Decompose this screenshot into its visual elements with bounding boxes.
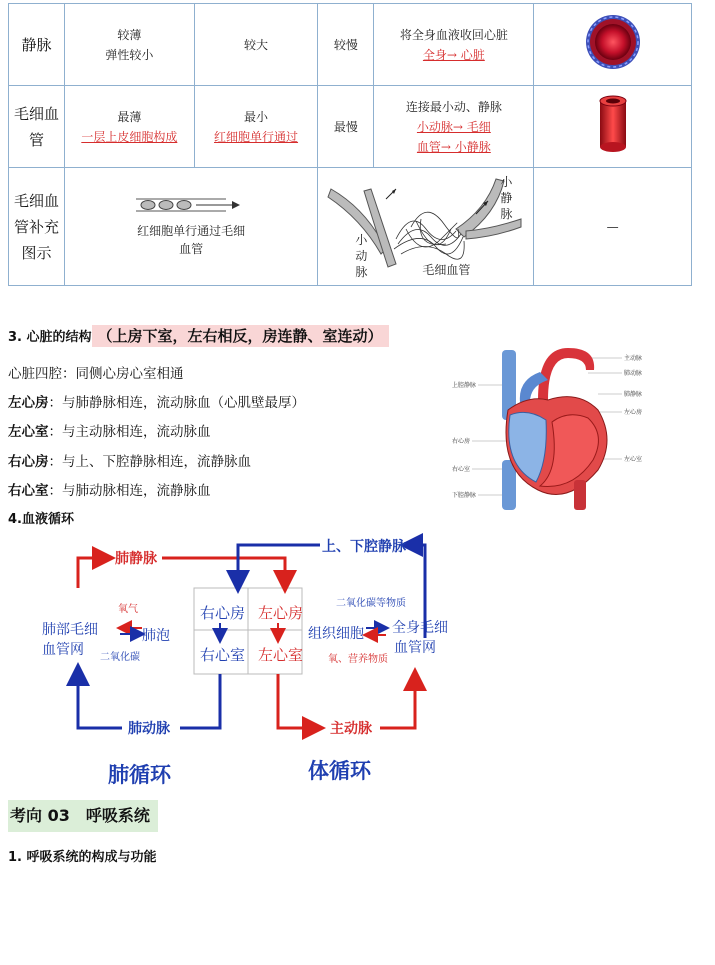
heart-line-bold: 左心室: [8, 424, 49, 440]
left-atrium: 左心房: [258, 604, 304, 622]
vessel-table: [8, 3, 692, 286]
heart-line-text: ：与上、下腔静脉相连，流静脉血: [48, 454, 251, 470]
table-row-diagram: [9, 168, 692, 286]
wall-line: 最薄: [117, 109, 142, 124]
speed-cell: 较慢: [318, 4, 374, 86]
respiratory-subtitle: 1. 呼吸系统的构成与功能: [8, 850, 157, 865]
heart-line-bold: 左心房: [8, 395, 49, 411]
venule-label: 小静脉: [500, 175, 513, 221]
arteriole-label: 小动脉: [355, 233, 368, 279]
vein-cross-section-image: [583, 12, 643, 72]
table-row-vein: [9, 4, 692, 86]
label-pulmonary-artery: 肺动脉: [624, 370, 643, 377]
oxygen-label: 氧气: [118, 604, 138, 615]
body-capillary-line1: 全身毛细: [392, 620, 448, 636]
heart-line-text: ：与主动脉相连，流动脉血: [48, 424, 211, 440]
wall-cell: [64, 86, 194, 168]
heart-line-text: ：与肺动脉相连，流静脉血: [48, 483, 211, 499]
wall-cell: [64, 4, 194, 86]
function-cell: [374, 86, 534, 168]
wall-red: 一层上皮细胞构成: [81, 129, 178, 144]
table-row-capillary: [9, 86, 692, 168]
function-red: 全身→ 心脏: [422, 47, 485, 62]
label-inferior-vena-cava: 下腔静脉: [452, 492, 477, 499]
label-pulmonary-vein: 肺静脉: [624, 391, 643, 398]
circulation-title: 4.血液循环: [8, 512, 74, 527]
pulmonary-circulation-title: 肺循环: [108, 762, 171, 787]
speed-cell: 最慢: [318, 86, 374, 168]
empty-cell: —: [534, 168, 692, 286]
vena-cava-label: 上、下腔静脉: [322, 539, 406, 555]
left-ventricle: 左心室: [258, 646, 304, 664]
lumen-line: 最小: [244, 109, 269, 124]
label-right-atrium: 右心房: [452, 438, 471, 445]
lung-capillary-line1: 肺部毛细: [42, 622, 98, 638]
lumen-cell: 较大: [194, 4, 318, 86]
row-name: 静脉: [9, 4, 65, 86]
wall-line: 弹性较小: [105, 47, 154, 62]
label-right-ventricle: 右心室: [452, 466, 471, 473]
heart-line-text: ：与肺静脉相连，流动脉血（心肌壁最厚）: [48, 395, 305, 411]
heart-line-bold: 右心房: [8, 454, 49, 470]
diagram-caption: 红细胞单行通过毛细血管: [137, 223, 246, 256]
capillary-network-diagram-cell: [318, 168, 534, 286]
lumen-cell: [194, 86, 318, 168]
row-name-text: 毛细血管: [13, 104, 59, 149]
heart-line-text: 心脏四腔：同侧心房心室相通: [8, 366, 184, 382]
heart-line-bold: 右心室: [8, 483, 49, 499]
heart-title-prefix: 3. 心脏的结构: [8, 330, 92, 345]
function-line: 连接最小动、静脉: [405, 99, 502, 114]
blood-circulation-diagram: [30, 528, 470, 793]
lung-capillary-line2: 血管网: [42, 642, 84, 658]
capillary-image-cell: [534, 86, 692, 168]
body-capillary-line2: 血管网: [394, 640, 436, 656]
lumen-red: 红细胞单行通过: [214, 129, 299, 144]
label-superior-vena-cava: 上腔静脉: [452, 382, 477, 389]
pulmonary-vein-label: 肺静脉: [115, 551, 157, 567]
co2-etc-label: 二氧化碳等物质: [336, 598, 406, 609]
capillary-tube-image: [588, 93, 638, 155]
heart-section-title: [8, 322, 389, 350]
right-ventricle: 右心室: [200, 646, 246, 664]
function-line: 将全身血液收回心脏: [399, 27, 508, 42]
function-red: 血管→ 小静脉: [416, 139, 491, 154]
systemic-circulation-title: 体循环: [308, 758, 371, 783]
heart-line: [8, 479, 211, 499]
row-name-text: 毛细血管补充图示: [13, 191, 59, 262]
row-name: [9, 168, 65, 286]
right-atrium: 右心房: [200, 604, 246, 622]
heart-line: [8, 420, 211, 440]
wall-line: 较薄: [117, 27, 142, 42]
single-file-diagram-cell: [64, 168, 317, 286]
tissue-cells-label: 组织细胞: [308, 626, 364, 642]
heart-line: [8, 362, 184, 382]
label-left-ventricle: 左心室: [624, 456, 643, 463]
section-badge: 考向 03 呼吸系统: [8, 800, 158, 832]
co2-label: 二氧化碳: [100, 652, 140, 663]
label-aorta: 主动脉: [624, 355, 643, 362]
alveoli-label: 肺泡: [142, 628, 170, 644]
heart-diagram: [448, 340, 680, 515]
row-name: [9, 86, 65, 168]
o2-nutrients-label: 氧、营养物质: [328, 654, 388, 665]
heart-title-highlight: （上房下室，左右相反，房连静、室连动）: [92, 325, 389, 347]
pulmonary-artery-label: 肺动脉: [128, 721, 170, 737]
capillary-label: 毛细血管: [422, 263, 471, 277]
heart-line: [8, 391, 305, 411]
label-left-atrium: 左心房: [624, 409, 643, 416]
vein-image-cell: [534, 4, 692, 86]
aorta-label: 主动脉: [330, 721, 372, 737]
heart-line: [8, 450, 251, 470]
function-red: 小动脉→ 毛细: [416, 119, 491, 134]
red-cells-single-file-icon: [136, 196, 246, 214]
function-cell: [374, 4, 534, 86]
